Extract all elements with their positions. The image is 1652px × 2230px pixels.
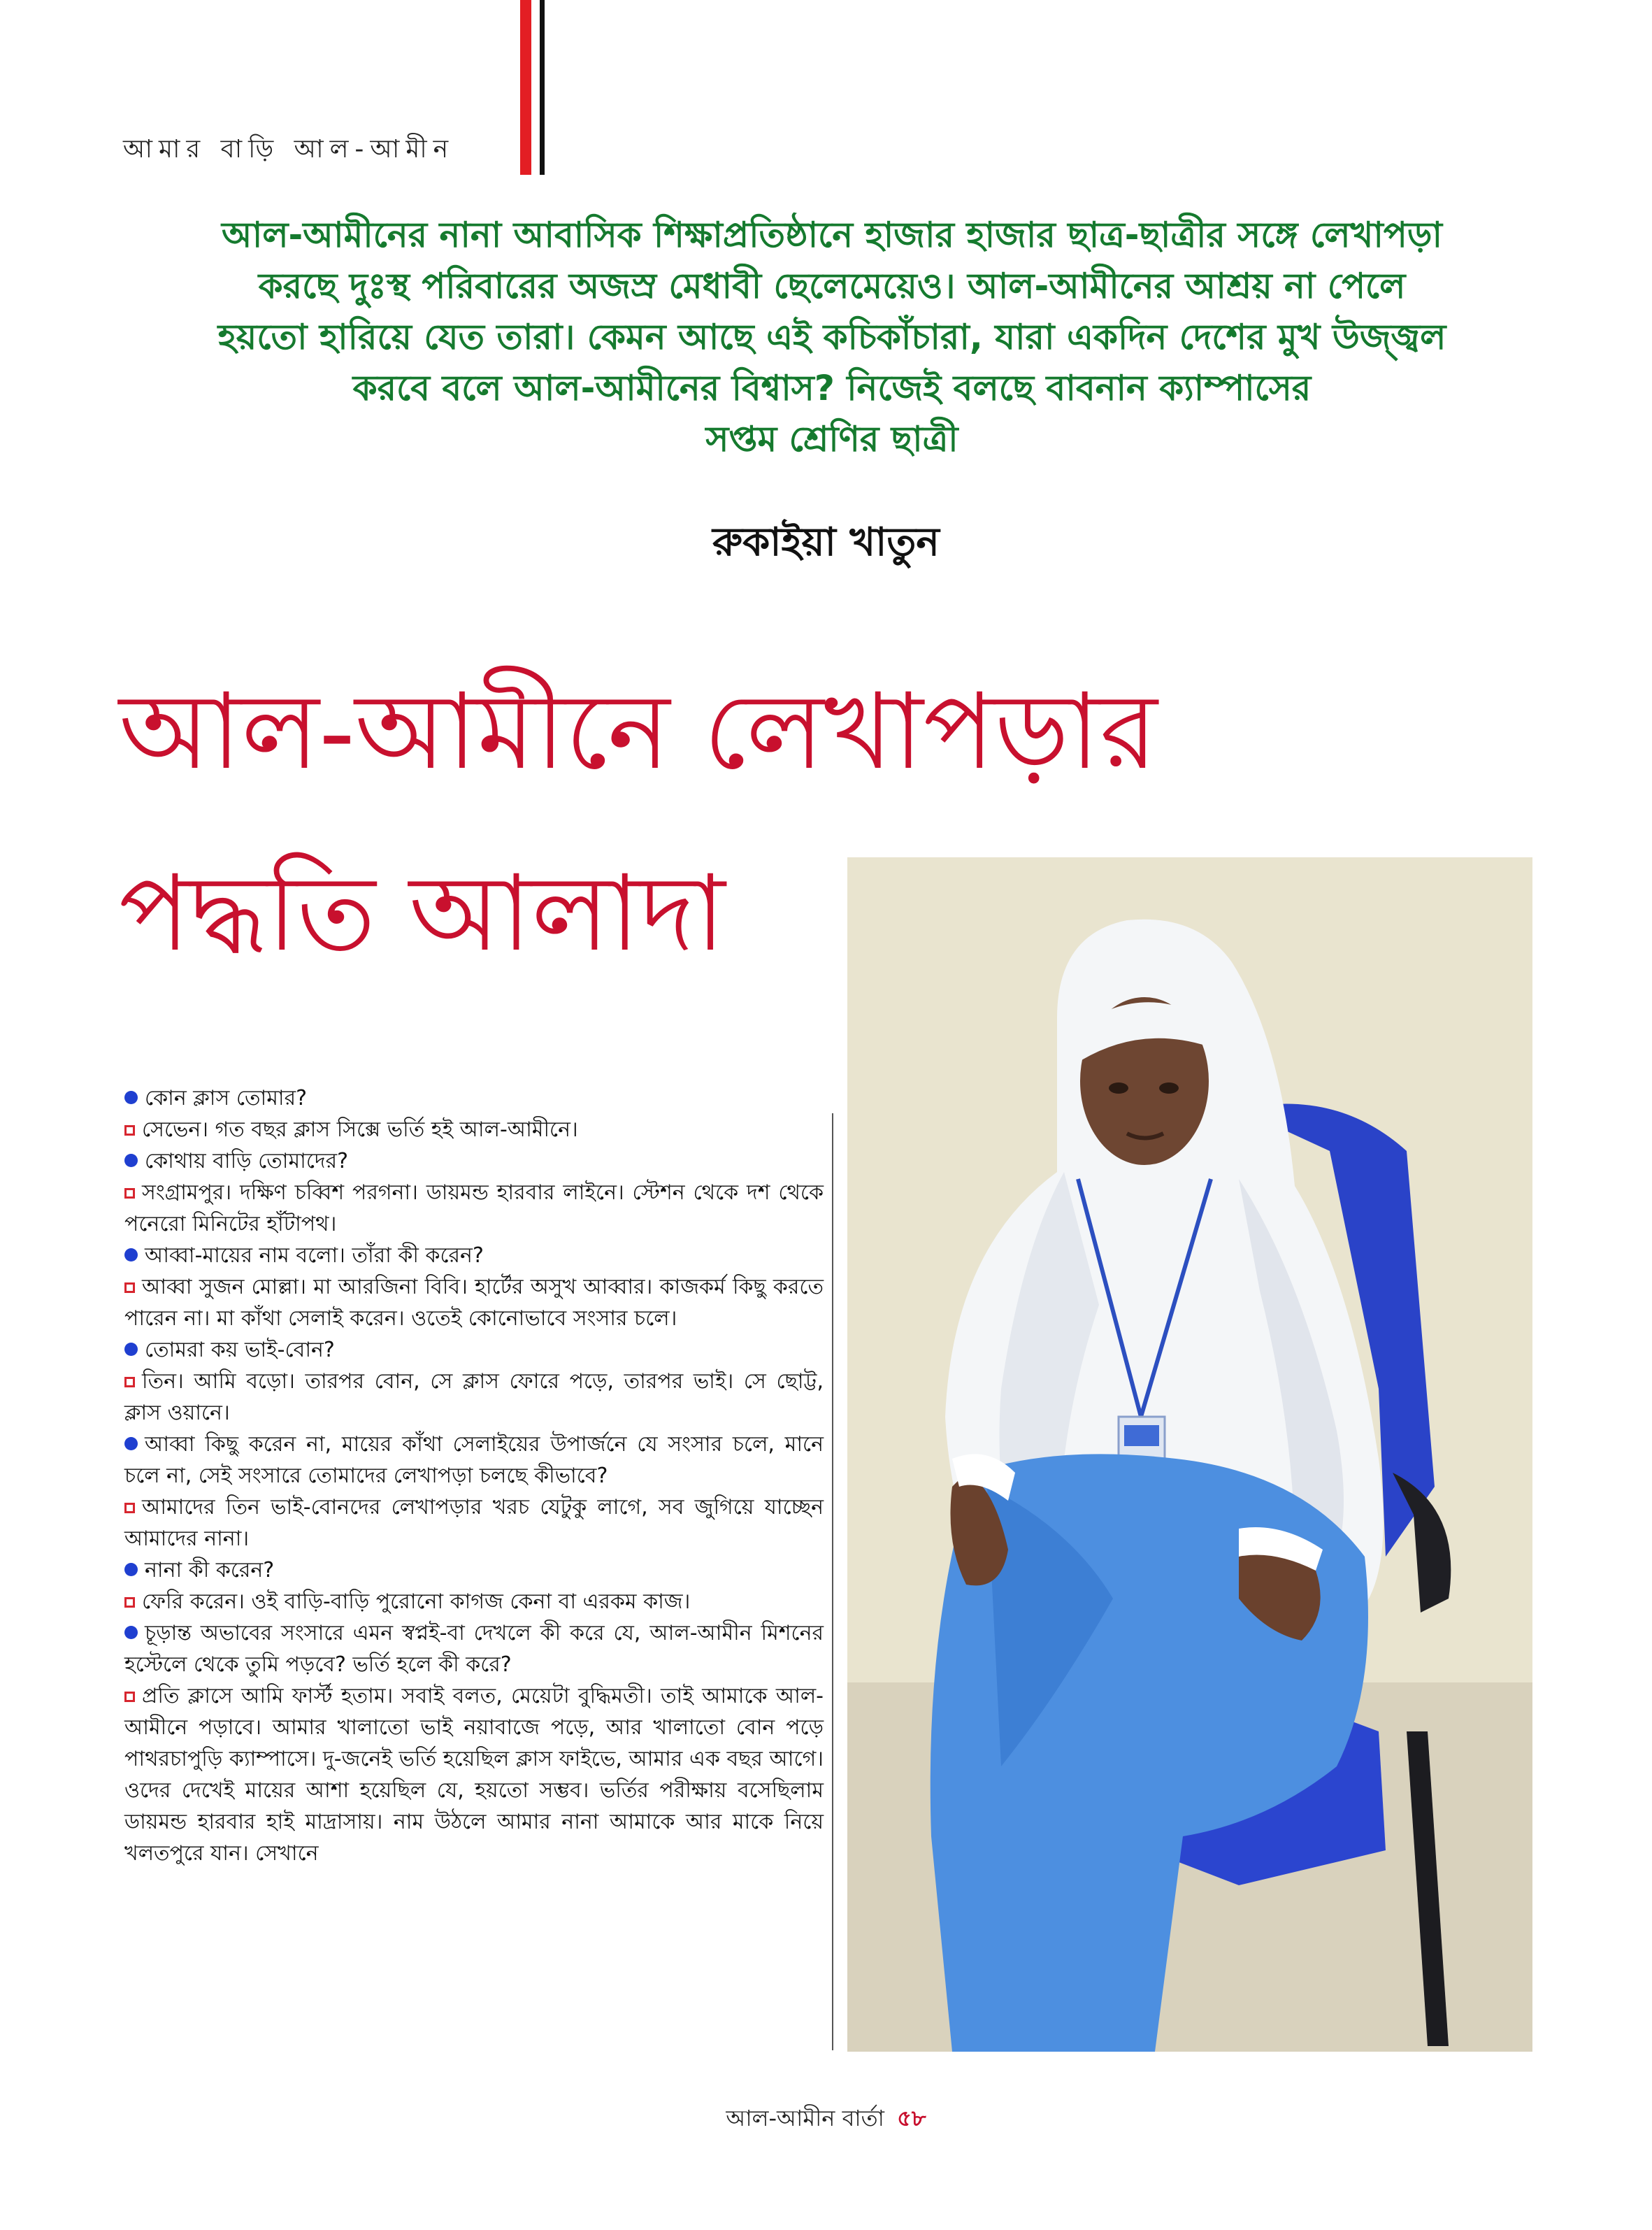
page-footer xyxy=(0,2101,1652,2138)
answer-text: প্রতি ক্লাসে আমি ফার্স্ট হতাম। সবাই বলত, মেয়েটা বুদ্ধিমতী। তাই আমাকে আল-আমীনে পড়াবে। আমার খালাতো ভাই নয়াবাজে পড়ে, আর খালাতো বোন পড়ে পাথরচাপুড়ি ক্যাম্পাসে। দু-জনেই ভর্তি হয়েছিল ক্লাস ফাইভে, আমার এক বছর আগে। ওদের দেখেই মায়ের আশা হয়েছিল যে, হয়তো সম্ভব। ভর্তির পরীক্ষায় বসেছিলাম ডায়মন্ড হারবার হাই মাদ্রাসায়। নাম উঠলে আমার নানা আমাকে আর মাকে নিয়ে খলতপুরে যান। সেখানে xyxy=(124,1684,824,1866)
question-text: কোন ক্লাস তোমার? xyxy=(145,1086,308,1110)
intro-line: আল-আমীনের নানা আবাসিক শিক্ষাপ্রতিষ্ঠানে হাজার হাজার ছাত্র-ছাত্রীর সঙ্গে লেখাপড়া xyxy=(221,215,1443,255)
interview-question xyxy=(124,1429,824,1492)
author-byline: রুকাইয়া খাতুন xyxy=(712,520,940,565)
interview-question xyxy=(124,1334,824,1366)
section-label: আমার বাড়ি আল-আমীন xyxy=(123,135,455,164)
question-bullet-icon xyxy=(124,1248,138,1261)
interview-question xyxy=(124,1617,824,1680)
interview-column xyxy=(124,1082,824,1869)
headline-line-2: পদ্ধতি আলাদা xyxy=(119,853,726,975)
question-text: নানা কী করেন? xyxy=(145,1558,275,1582)
interview-question xyxy=(124,1082,824,1114)
answer-text: সংগ্রামপুর। দক্ষিণ চব্বিশ পরগনা। ডায়মন্ড হারবার লাইনে। স্টেশন থেকে দশ থেকে পনেরো মিনিটের হাঁটাপথ। xyxy=(124,1180,824,1236)
interview-answer xyxy=(124,1366,824,1429)
question-bullet-icon xyxy=(124,1626,138,1639)
question-bullet-icon xyxy=(124,1343,138,1356)
answer-bullet-icon xyxy=(124,1125,135,1136)
interview-answer xyxy=(124,1177,824,1240)
question-bullet-icon xyxy=(124,1154,138,1167)
magazine-name: আল-আমীন বার্তা xyxy=(726,2105,884,2131)
question-bullet-icon xyxy=(124,1563,138,1576)
column-rule xyxy=(832,1113,833,2050)
interview-answer xyxy=(124,1271,824,1334)
question-bullet-icon xyxy=(124,1437,138,1450)
decorative-red-bar xyxy=(520,0,531,175)
headline-line-1: আল-আমীনে লেখাপড়ার xyxy=(119,671,1158,793)
answer-text: সেভেন। গত বছর ক্লাস সিক্সে ভর্তি হই আল-আমীনে। xyxy=(142,1117,578,1142)
interview-question xyxy=(124,1240,824,1271)
intro-line: হয়তো হারিয়ে যেত তারা। কেমন আছে এই কচিকাঁচারা, যারা একদিন দেশের মুখ উজ্জ্বল xyxy=(217,317,1446,357)
answer-text: আমাদের তিন ভাই-বোনদের লেখাপড়ার খরচ যেটুকু লাগে, সব জুগিয়ে যাচ্ছেন আমাদের নানা। xyxy=(124,1495,824,1551)
interview-answer xyxy=(124,1586,824,1617)
interview-answer xyxy=(124,1114,824,1145)
answer-bullet-icon xyxy=(124,1692,135,1702)
question-text: তোমরা কয় ভাই-বোন? xyxy=(145,1338,335,1362)
interview-question xyxy=(124,1145,824,1177)
answer-bullet-icon xyxy=(124,1597,135,1608)
question-text: চূড়ান্ত অভাবের সংসারে এমন স্বপ্নই-বা দেখলে কী করে যে, আল-আমীন মিশনের হস্টেলে থেকে তুমি পড়বে? ভর্তি হলে কী করে? xyxy=(124,1621,824,1677)
intro-line: করছে দুঃস্থ পরিবারের অজস্র মেধাবী ছেলেমেয়েও। আল-আমীনের আশ্রয় না পেলে xyxy=(258,266,1406,306)
intro-line: সপ্তম শ্রেণির ছাত্রী xyxy=(705,419,958,459)
answer-text: আব্বা সুজন মোল্লা। মা আরজিনা বিবি। হার্টের অসুখ আব্বার। কাজকর্ম কিছু করতে পারেন না। মা কাঁথা সেলাই করেন। ওতেই কোনোভাবে সংসার চলে। xyxy=(124,1275,824,1331)
question-bullet-icon xyxy=(124,1091,138,1104)
question-text: আব্বা কিছু করেন না, মায়ের কাঁথা সেলাইয়ের উপার্জনে যে সংসার চলে, মানে চলে না, সেই সংসারে তোমাদের লেখাপড়া চলছে কীভাবে? xyxy=(124,1432,824,1488)
page-number: ৫৮ xyxy=(897,2105,926,2131)
student-photo xyxy=(847,857,1532,2052)
answer-bullet-icon xyxy=(124,1503,135,1513)
answer-bullet-icon xyxy=(124,1377,135,1387)
answer-text: তিন। আমি বড়ো। তারপর বোন, সে ক্লাস ফোরে পড়ে, তারপর ভাই। সে ছোট্ট, ক্লাস ওয়ানে। xyxy=(124,1369,824,1425)
intro-paragraph xyxy=(112,210,1552,465)
intro-line: করবে বলে আল-আমীনের বিশ্বাস? নিজেই বলছে বাবনান ক্যাম্পাসের xyxy=(352,368,1312,408)
interview-answer xyxy=(124,1680,824,1869)
question-text: কোথায় বাড়ি তোমাদের? xyxy=(145,1149,349,1173)
interview-question xyxy=(124,1554,824,1586)
decorative-black-bar xyxy=(540,0,545,175)
interview-answer xyxy=(124,1492,824,1554)
answer-bullet-icon xyxy=(124,1188,135,1199)
answer-text: ফেরি করেন। ওই বাড়ি-বাড়ি পুরোনো কাগজ কেনা বা এরকম কাজ। xyxy=(142,1589,691,1614)
question-text: আব্বা-মায়ের নাম বলো। তাঁরা কী করেন? xyxy=(145,1243,484,1268)
answer-bullet-icon xyxy=(124,1282,135,1293)
